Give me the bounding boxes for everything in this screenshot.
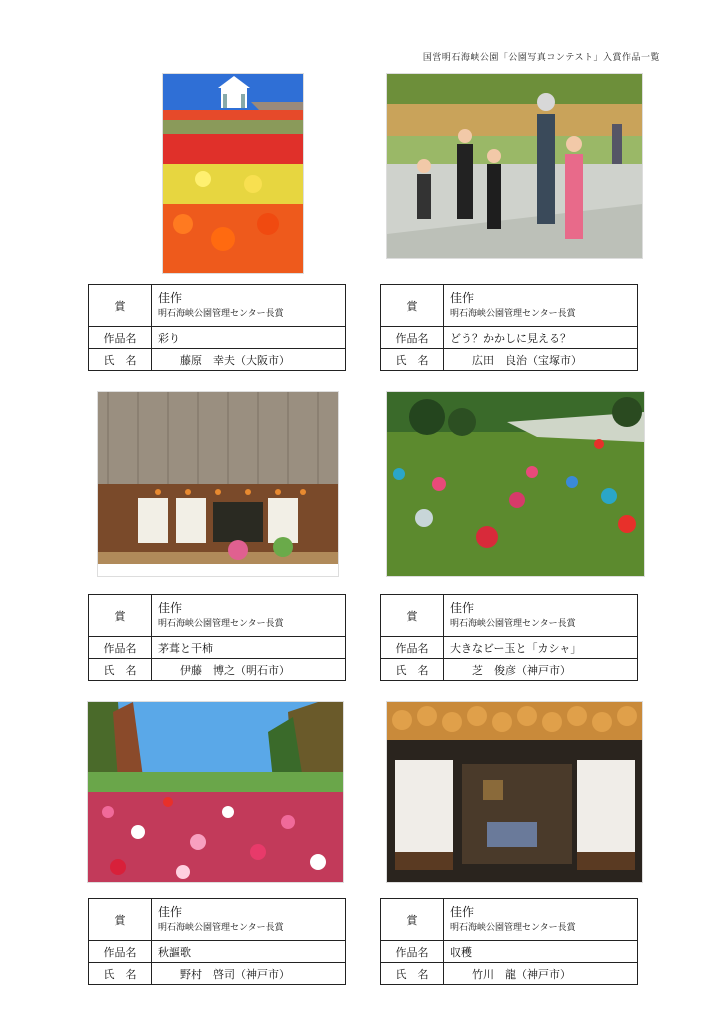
sponsor-text: 明石海峡公園管理センター長賞 xyxy=(450,923,576,933)
award-label: 賞 xyxy=(381,285,444,327)
author-name: 芝 俊彦（神戸市） xyxy=(444,659,638,681)
page-header: 国営明石海峡公園「公園写真コンテスト」入賞作品一覧 xyxy=(422,53,660,63)
photo-thatched-house xyxy=(98,392,338,576)
name-label: 氏 名 xyxy=(89,349,152,371)
author-name: 野村 啓司（神戸市） xyxy=(152,963,346,985)
name-label: 氏 名 xyxy=(89,963,152,985)
award-label: 賞 xyxy=(89,899,152,941)
award-label: 賞 xyxy=(381,899,444,941)
sponsor-text: 明石海峡公園管理センター長賞 xyxy=(450,309,576,319)
sponsor-text: 明石海峡公園管理センター長賞 xyxy=(158,619,284,629)
photo-cosmos-field xyxy=(88,702,343,882)
photo-flower-terrace xyxy=(163,74,303,273)
title-label: 作品名 xyxy=(381,941,444,963)
author-name: 広田 良治（宝塚市） xyxy=(444,349,638,371)
award-table-1 xyxy=(88,284,346,371)
work-title: 収穫 xyxy=(444,941,638,963)
prize-text: 佳作 xyxy=(450,601,475,615)
work-title: 茅葺と干柿 xyxy=(152,637,346,659)
title-label: 作品名 xyxy=(89,941,152,963)
work-title: 大きなビー玉と「カシャ」 xyxy=(444,637,638,659)
author-name: 藤原 幸夫（大阪市） xyxy=(152,349,346,371)
sponsor-text: 明石海峡公園管理センター長賞 xyxy=(158,309,284,319)
award-table-2 xyxy=(380,284,638,371)
photo-children-scarecrows xyxy=(387,74,642,258)
award-label: 賞 xyxy=(89,285,152,327)
award-label: 賞 xyxy=(381,595,444,637)
title-label: 作品名 xyxy=(381,327,444,349)
prize-text: 佳作 xyxy=(450,291,475,305)
work-title: 秋謳歌 xyxy=(152,941,346,963)
award-table-5 xyxy=(88,898,346,985)
prize-text: 佳作 xyxy=(158,601,183,615)
award-table-3 xyxy=(88,594,346,681)
prize-text: 佳作 xyxy=(158,905,183,919)
sponsor-text: 明石海峡公園管理センター長賞 xyxy=(158,923,284,933)
sponsor-text: 明石海峡公園管理センター長賞 xyxy=(450,619,576,629)
author-name: 伊藤 博之（明石市） xyxy=(152,659,346,681)
photo-glass-balls xyxy=(387,392,644,576)
name-label: 氏 名 xyxy=(89,659,152,681)
name-label: 氏 名 xyxy=(381,659,444,681)
award-label: 賞 xyxy=(89,595,152,637)
award-table-6 xyxy=(380,898,638,985)
work-title: 彩り xyxy=(152,327,346,349)
name-label: 氏 名 xyxy=(381,963,444,985)
award-table-4 xyxy=(380,594,638,681)
work-title: どう？かかしに見える？ xyxy=(444,327,638,349)
title-label: 作品名 xyxy=(381,637,444,659)
author-name: 竹川 龍（神戸市） xyxy=(444,963,638,985)
prize-text: 佳作 xyxy=(158,291,183,305)
title-label: 作品名 xyxy=(89,327,152,349)
name-label: 氏 名 xyxy=(381,349,444,371)
prize-text: 佳作 xyxy=(450,905,475,919)
title-label: 作品名 xyxy=(89,637,152,659)
photo-onions-doorway xyxy=(387,702,642,882)
